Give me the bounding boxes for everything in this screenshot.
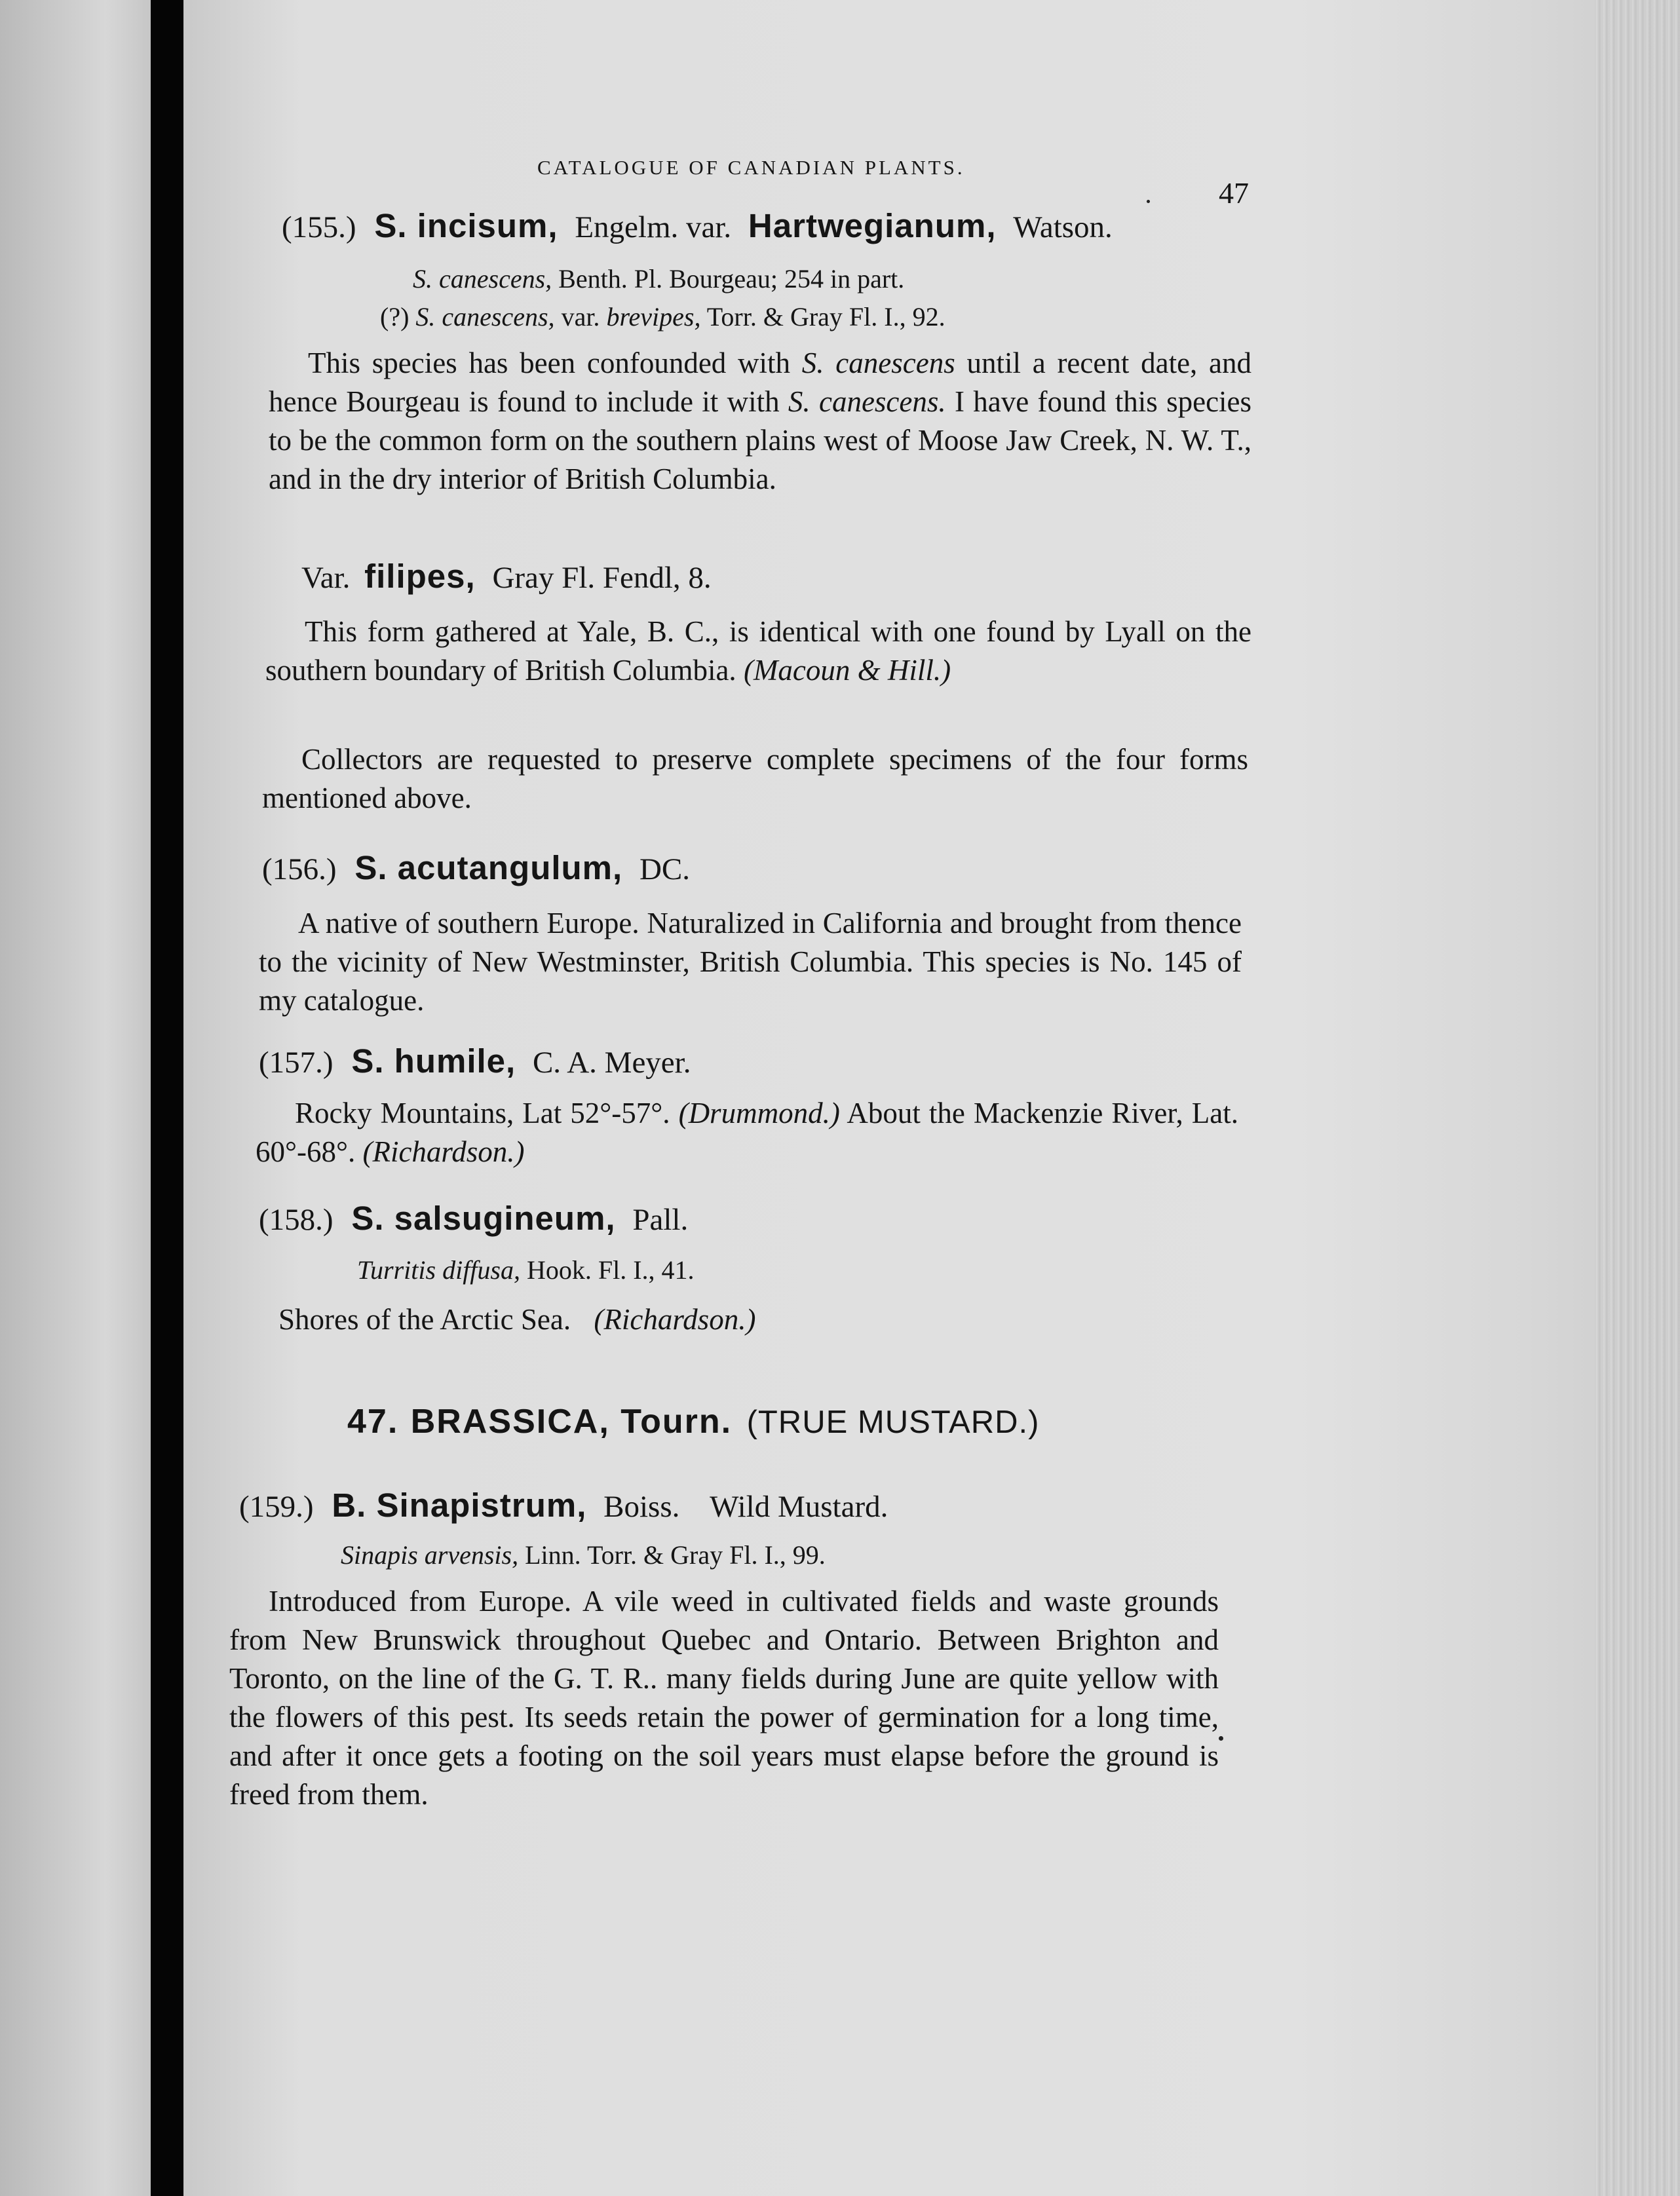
genus-number: 47. — [347, 1403, 399, 1441]
entry-156-heading — [262, 848, 690, 887]
desc-italic: S. canescens — [801, 347, 955, 379]
synonym-name: Turritis diffusa, — [357, 1255, 520, 1285]
entry-number: (159.) — [239, 1490, 314, 1524]
entry-159-synonym — [341, 1540, 826, 1570]
facing-page-edge — [0, 0, 151, 2196]
book-page — [183, 0, 1680, 2196]
collectors-note: Collectors are requested to preserve complete specimens of the four forms mentioned above. — [262, 743, 1248, 814]
variety-prefix: Var. — [301, 561, 351, 595]
synonym-name: S. canescens, — [413, 264, 552, 293]
species-name: S. incisum, — [374, 207, 558, 244]
variety-filipes-description — [265, 613, 1251, 690]
entry-158-description — [278, 1300, 755, 1339]
desc-italic: (Drummond.) — [678, 1097, 840, 1129]
genus-name: BRASSICA, Tourn. — [410, 1403, 733, 1441]
desc-text: This species has been confounded with — [308, 347, 791, 379]
species-author: Boiss. — [603, 1490, 680, 1524]
desc-text: I have found this species to be the common form on the southern plains west of Moose Jaw Creek, N. W. T., and in the dry interior of British Columbia. — [269, 385, 1252, 495]
entry-155-synonym-1 — [413, 263, 904, 294]
entry-158-synonym — [357, 1255, 695, 1285]
entry-159-description: Introduced from Europe. A vile weed in cultivated fields and waste grounds from New Brunswick throughout Quebec and Ontario. Between Brighton and Toronto, on the line of the G. T. R.. many fields during June are quite yellow with the flowers of this pest. Its seeds retain the power of germination for a long time, and after it once gets a footing on the soil years must elapse before the ground is freed from them. — [229, 1585, 1219, 1811]
synonym-name: S. canescens, — [415, 302, 555, 331]
entry-number: (155.) — [282, 210, 356, 244]
entry-159-heading — [239, 1486, 888, 1524]
entry-157-description — [256, 1094, 1238, 1171]
ink-speck — [1219, 1736, 1223, 1741]
synonym-name: Sinapis arvensis, — [341, 1540, 519, 1570]
genus-heading — [347, 1402, 1039, 1441]
desc-text: This form gathered at Yale, B. C., is identical with one found by Lyall on the southern boundary of British Columbia. — [265, 615, 1251, 687]
entry-155-description — [269, 344, 1251, 499]
entry-158-heading — [259, 1199, 688, 1238]
entry-155-synonym-2 — [380, 301, 945, 332]
variety-name: filipes, — [364, 558, 476, 595]
desc-italic: S. canescens. — [788, 385, 946, 418]
variety-filipes-heading — [301, 557, 712, 596]
desc-text: About the Mackenzie River, Lat. 60°-68°. — [256, 1097, 1239, 1168]
desc-text: until a recent date, and hence Bourgeau is found to include it with — [269, 347, 1252, 418]
species-name: S. acutangulum, — [354, 849, 623, 886]
species-name: B. Sinapistrum, — [332, 1486, 587, 1524]
species-author: Engelm. var. — [575, 210, 732, 244]
synonym-reference: Linn. Torr. & Gray Fl. I., 99. — [525, 1540, 826, 1570]
running-title: CATALOGUE OF CANADIAN PLANTS. — [537, 156, 965, 179]
book-gutter — [151, 0, 183, 2196]
synonym-reference: Hook. Fl. I., 41. — [526, 1255, 695, 1285]
variety-name: Hartwegianum, — [748, 207, 997, 244]
synonym-reference: Benth. Pl. Bourgeau; 254 in part. — [558, 264, 905, 293]
synonym-variety: brevipes, — [606, 302, 701, 331]
desc-text: Shores of the Arctic Sea. — [278, 1303, 571, 1336]
synonym-reference: Torr. & Gray Fl. I., 92. — [706, 302, 945, 331]
desc-italic: (Macoun & Hill.) — [743, 654, 951, 687]
synonym-var-label: var. — [561, 302, 600, 331]
page-number: 47 — [1219, 176, 1249, 210]
entry-number: (156.) — [262, 852, 337, 886]
entry-157-heading — [259, 1042, 691, 1080]
desc-italic: (Richardson.) — [594, 1303, 756, 1336]
entry-number: (158.) — [259, 1203, 334, 1237]
synonym-prefix: (?) — [380, 302, 410, 331]
desc-text: Rocky Mountains, Lat 52°-57°. — [295, 1097, 670, 1129]
page-stack-edge — [1595, 0, 1680, 2196]
genus-common-name: (TRUE MUSTARD.) — [746, 1405, 1040, 1440]
variety-author: Gray Fl. Fendl, 8. — [492, 561, 712, 595]
species-name: S. salsugineum, — [351, 1200, 616, 1237]
variety-author: Watson. — [1013, 210, 1113, 244]
entry-156-description: A native of southern Europe. Naturalized in California and brought from thence to the vicinity of New Westminster, British Columbia. This species is No. 145 of my catalogue. — [259, 907, 1242, 1017]
species-author: DC. — [639, 852, 690, 886]
species-author: C. A. Meyer. — [532, 1046, 691, 1080]
common-name: Wild Mustard. — [710, 1490, 888, 1524]
desc-italic: (Richardson.) — [362, 1135, 525, 1168]
entry-number: (157.) — [259, 1046, 334, 1080]
species-name: S. humile, — [351, 1042, 516, 1080]
entry-155-heading — [282, 206, 1113, 245]
species-author: Pall. — [632, 1203, 689, 1237]
ink-speck — [1147, 200, 1150, 203]
